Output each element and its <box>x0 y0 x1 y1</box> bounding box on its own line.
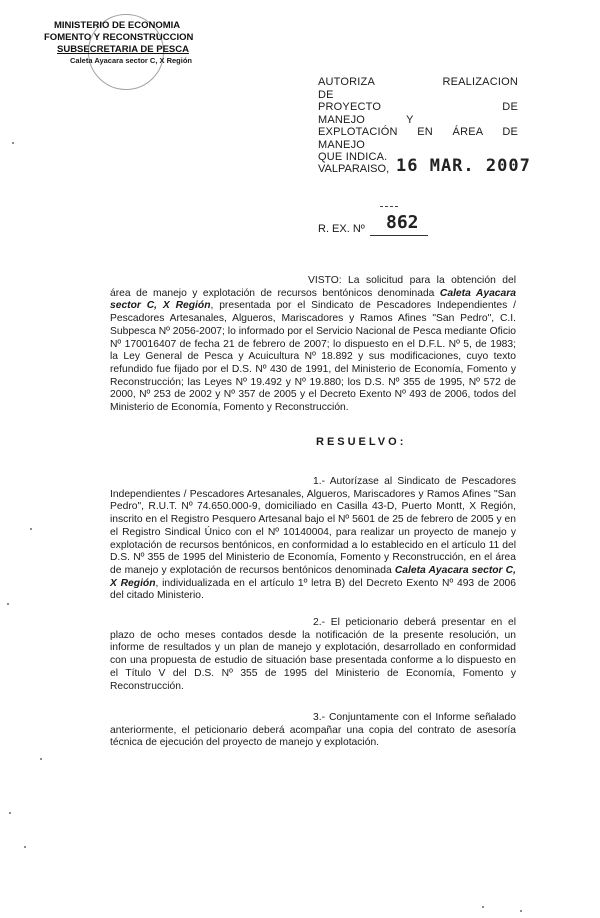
resolution-label: R. EX. Nº <box>318 223 365 235</box>
item-3-label: 3.- <box>313 712 326 723</box>
document-title <box>318 76 518 164</box>
item-2-paragraph <box>110 617 516 693</box>
item-1-paragraph <box>110 476 516 603</box>
visto-text: La solicitud para la obtención del área de manejo y explotación de recursos bentónicos denominada <box>110 275 516 299</box>
title-line: AUTORIZA REALIZACION DE <box>318 76 518 101</box>
stamp-mark <box>380 206 398 207</box>
location-subtitle: Caleta Ayacara sector C, X Región <box>70 56 192 65</box>
ministry-name-line2: FOMENTO Y RECONSTRUCCION <box>44 32 194 43</box>
item-3-paragraph <box>110 712 516 750</box>
resolution-number: 862 <box>386 212 419 233</box>
visto-label: VISTO: <box>308 275 342 286</box>
resolution-underline <box>370 235 428 236</box>
title-line: PROYECTO DE MANEJO Y <box>318 101 518 126</box>
item-1-text-cont: , individualizada en el artículo 1º letra B) del Decreto Exento Nº 493 de 2006 del citado Ministerio. <box>110 577 516 602</box>
visto-paragraph <box>110 275 516 415</box>
ministry-name: MINISTERIO DE ECONOMIA <box>54 20 181 31</box>
scan-speck <box>24 846 26 848</box>
scan-speck <box>30 528 32 530</box>
title-line: EXPLOTACIÓN EN ÁREA DE MANEJO <box>318 126 518 151</box>
scan-speck <box>9 812 11 814</box>
date-stamp: 16 MAR. 2007 <box>396 156 531 176</box>
date-city: VALPARAISO, <box>318 163 390 175</box>
item-1-text: Autorízase al Sindicato de Pescadores Independientes / Pescadores Artesanales, Algueros, Mariscadores y Ramos Afines "San Pedro", R.U.T. Nº 74.650.000-9, domiciliado en Casilla 43-D, Puerto Montt, X Región, inscrito en el Registro Pesquero Artesanal bajo el Nº 5601 de 25 de febrero de 2005 y en el Registro Sindical Único con el Nº 10140004, para realizar un proyecto de manejo y explotación de recursos bentónicos, en conformidad a lo establecido en el artículo 11 del D.S. Nº 355 de 1995 del Ministerio de Economía, Fomento y Reconstrucción, en el área de manejo y explotación de recursos bentónicos denominada <box>110 476 516 576</box>
scan-speck <box>520 910 522 912</box>
scan-speck <box>482 906 484 908</box>
scan-speck <box>12 142 14 144</box>
item-3-text: Conjuntamente con el Informe señalado anteriormente, el peticionario deberá acompañar una copia del contrato de asesoría técnica de ejecución del proyecto de manejo y explotación. <box>110 712 516 749</box>
item-2-text: El peticionario deberá presentar en el plazo de ocho meses contados desde la notificación de la presente resolución, un informe de resultados y un plan de manejo y explotación, desarrollado en conformidad con una propuesta de estudio de situación base presentada conforme a lo dispuesto en el Título V del D.S. Nº 355 de 1995 del Ministerio de Economía, Fomento y Reconstrucción. <box>110 617 516 692</box>
scan-speck <box>7 603 9 605</box>
subsecretaria-name: SUBSECRETARIA DE PESCA <box>57 44 189 55</box>
item-1-place: Caleta Ayacara sector C, X Región <box>110 564 516 589</box>
item-1-label: 1.- <box>313 476 326 487</box>
scan-speck <box>40 758 42 760</box>
title-line: QUE INDICA. <box>318 151 388 163</box>
resuelvo-heading: RESUELVO: <box>316 436 407 448</box>
visto-text-cont: , presentada por el Sindicato de Pescadores Independientes / Pescadores Artesanales, Algueros, Mariscadores y Ramos Afines "San Pedro", C.I. Subpesca Nº 2056-2007; lo informado por el Servicio Nacional de Pesca mediante Oficio Nº 170016407 de fecha 21 de febrero de 2007; lo dispuesto en el D.F.L. Nº 5, de 1983; la Ley General de Pesca y Acuicultura Nº 18.892 y sus modificaciones, cuyo texto refundido fue fijado por el D.S. Nº 430 de 1991, del Ministerio de Economía, Fomento y Reconstrucción; las Leyes Nº 19.492 y Nº 19.880; los D.S. Nº 355 de 1995, Nº 572 de 2000, Nº 253 de 2002 y Nº 357 de 2005 y el Decreto Exento Nº 493 de 2006, todos del Ministerio de Economía, Fomento y Reconstrucción. <box>110 300 516 414</box>
item-2-label: 2.- <box>313 617 326 628</box>
visto-place: Caleta Ayacara sector C, X Región <box>110 287 516 312</box>
